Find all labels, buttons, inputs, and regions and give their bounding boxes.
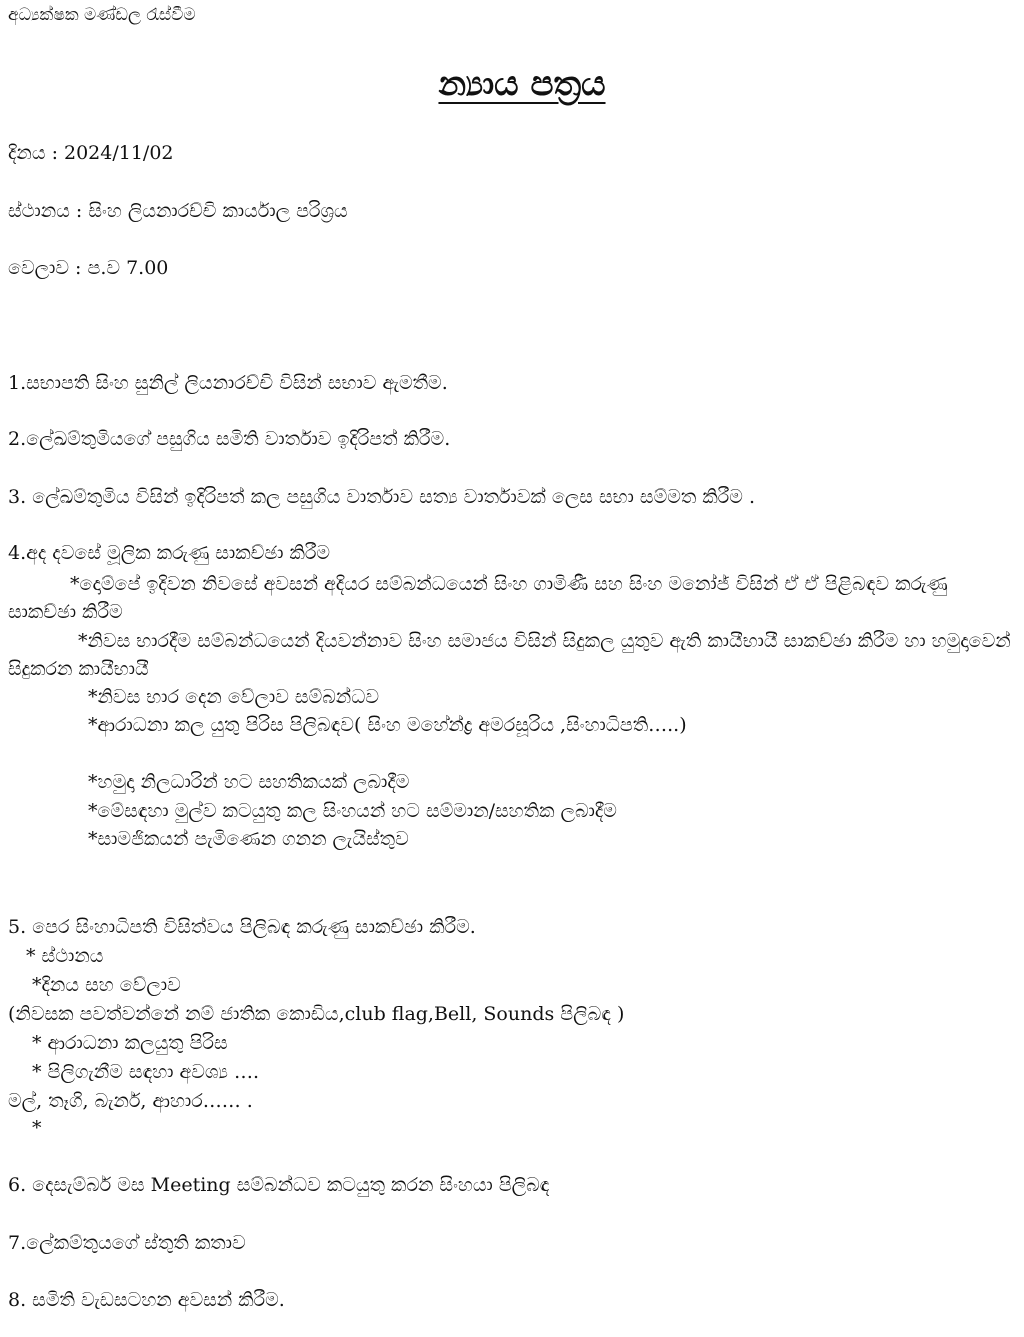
agenda-item-4-bullet: *ආරාධනා කල යුතු පිරිස පිලිබඳව( සිංහ මහේන්ද්‍ර අමරසූරිය ,සිංහාධිපති…..): [88, 714, 687, 736]
agenda-item-5-blank-bullet: *: [32, 1117, 42, 1139]
agenda-item-8: 8. සමිති වැඩසටහන අවසන් කිරීම.: [8, 1289, 285, 1311]
agenda-item-5-place: * ස්ථානය: [26, 945, 104, 967]
agenda-item-5-items: මල්, තෑගි, බැනර්, ආහාර…… .: [8, 1090, 253, 1112]
agenda-item-1: 1.සභාපති සිංහ සුනිල් ලියනාරච්චි විසින් සභාව ඇමතීම.: [8, 372, 448, 394]
agenda-item-5-heading: 5. පෙර සිංහාධිපති විසිත්වය පිලිබඳ කරුණු සාකච්ඡා කිරීම.: [8, 916, 476, 938]
agenda-item-3: 3. ලේඛම්තුමිය විසින් ඉදිරිපත් කල පසුගිය වාර්තාව සත්‍ය වාර්තාවක් ලෙස සභා සම්මත කිරීම .: [8, 486, 756, 508]
agenda-item-4-bullet: *නිවස භාර දෙන වේලාව සම්බන්ධව: [88, 686, 379, 708]
agenda-item-4-bullet: *මේසඳහා මුල්ව කටයුතු කල සිංහයන් හට සම්මාන/සහතික ලබාදීම: [88, 800, 617, 822]
agenda-item-4-sub-1: *දොම්පේ ඉදිවන නිවසේ අවසන් අදියර සම්බන්ධයෙන් සිංහ ගාමිණී සහ සිංහ මනෝජ් විසින් ඒ ඒ පිළිබඳව කරුණු සාකච්ඡා කිරීම: [8, 573, 948, 623]
meeting-time: වෙලාව : ප.ව 7.00: [8, 257, 169, 279]
agenda-item-5-invitees: * ආරාධනා කලයුතු පිරිස: [32, 1032, 228, 1054]
agenda-item-2: 2.ලේඛම්තුමියගේ පසුගිය සමිති වාර්තාව ඉදිරිපත් කිරීම.: [8, 428, 451, 450]
agenda-item-6: 6. දෙසැම්බර් මස Meeting සම්බන්ධව කටයුතු කරන සිංහයා පිලිබඳ: [8, 1174, 550, 1196]
agenda-item-4-bullet: *හමුදා නිලධාරින් හට සහතිකයක් ලබාදීම: [88, 771, 410, 793]
committee-header: අධ්‍යක්ෂක මණ්ඩල රැස්වීම: [8, 5, 196, 25]
agenda-item-5-needs: * පිලිගැනීම සඳහා අවශ්‍ය ….: [32, 1061, 259, 1083]
agenda-item-5-datetime: *දිනය සහ වේලාව: [32, 974, 181, 996]
meeting-place: ස්ථානය : සිංහ ලියනාරච්චි කාර්යාල පරිශ්‍රය: [8, 200, 348, 222]
agenda-item-7: 7.ලේකම්තුයගේ ස්තුති කතාව: [8, 1232, 246, 1254]
meeting-date: දිනය : 2024/11/02: [8, 142, 174, 164]
agenda-item-4-heading: 4.අද දවසේ මූලික කරුණු සාකච්ඡා කිරීම: [8, 542, 331, 564]
page-title: න්‍යාය පත්‍රය: [438, 64, 606, 104]
agenda-item-4-sub-2: *නිවස භාරදීම සම්බන්ධයෙන් දියවන්නාව සිංහ සමාජය විසින් සිදුකල යුතුව ඇති කායීභායී සාකච්ඡා කිරීම හා හමුදාවෙන් සිදුකරන කායීභායී: [8, 630, 1011, 680]
agenda-item-4-bullet: *සාමජිකයන් පැමිණෙන ගනන ලැයිස්තුව: [88, 828, 409, 850]
agenda-item-5-flags: (නිවසක පවත්වන්නේ නම් ජාතික කොඩිය,club flag,Bell, Sounds පිලිබඳ ): [8, 1003, 625, 1025]
